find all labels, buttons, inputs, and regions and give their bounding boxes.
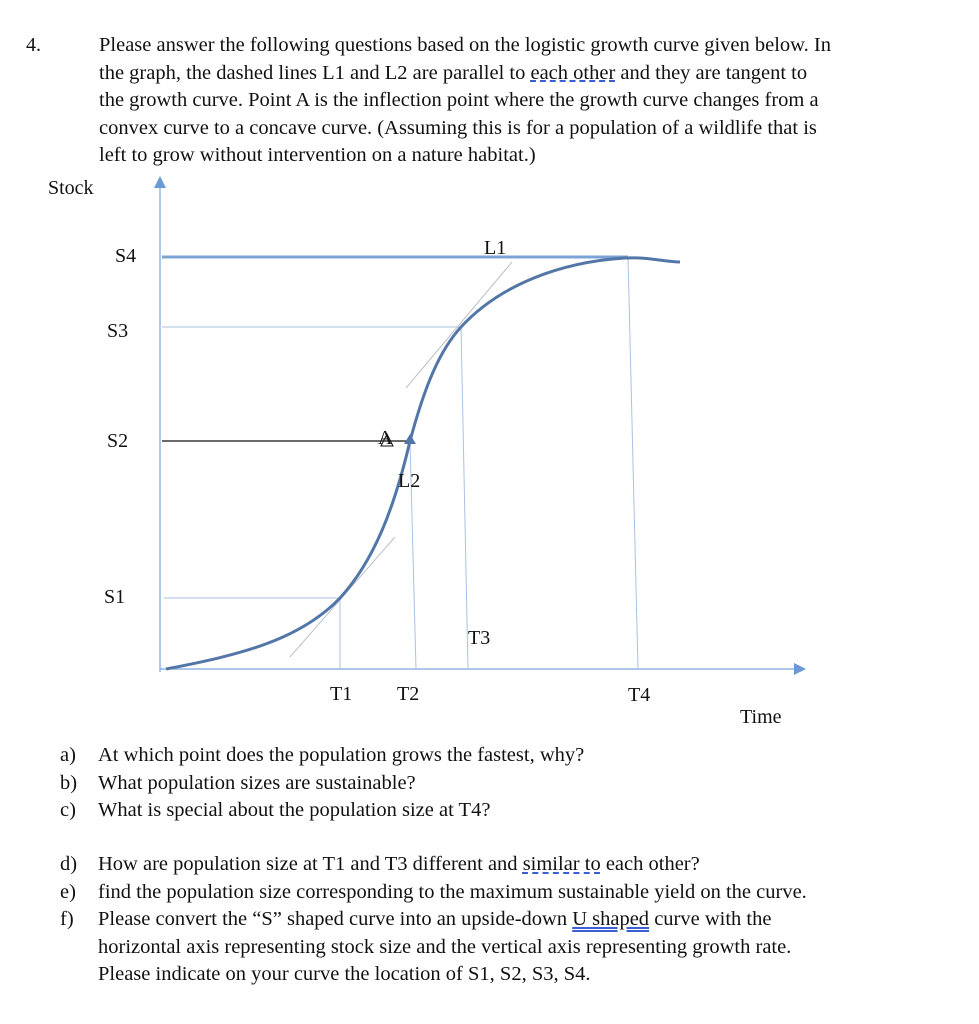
point-a-label: A [378,427,393,449]
y-tick-s2: S2 [107,430,129,452]
question-f-text-3: Please indicate on your curve the location of S1, S2, S3, S4. [98,963,591,985]
tangent-line-l1 [406,262,512,388]
y-tick-s4: S4 [115,245,137,267]
tangent-label-l2: L2 [398,470,421,492]
question-c-letter: c) [60,799,76,821]
x-axis-label: Time [740,706,782,728]
guide-t3 [461,327,468,669]
y-tick-s1: S1 [104,586,126,608]
point-a-marker [404,434,416,444]
logistic-curve [166,258,680,669]
question-e [60,879,960,907]
question-number: 4. [26,34,41,56]
x-tick-t4: T4 [628,684,651,706]
underlined-phrase-each-other: each other [530,61,616,84]
guide-t4 [628,257,638,669]
question-e-letter: e) [60,880,76,903]
question-d [60,851,960,879]
intro-line-4: convex curve to a concave curve. (Assuming this is for a population of a wildlife that is [99,116,817,139]
y-tick-s3: S3 [107,320,129,342]
y-axis-label: Stock [48,177,94,199]
question-f-text-2: horizontal axis representing stock size and the vertical axis representing growth rate. [98,935,792,958]
question-d-text: How are population size at T1 and T3 different and similar to each other? [98,853,700,875]
underlined-phrase-similar-to: similar to [522,853,601,875]
question-d-letter: d) [60,853,78,875]
question-f [60,906,960,989]
y-axis-arrow [154,176,166,188]
question-c-text: What is special about the population size at T4? [98,799,491,821]
questions-block-1 [60,742,960,825]
question-a-letter: a) [60,744,76,766]
x-axis-arrow [794,663,806,675]
question-f-letter: f) [60,908,74,930]
question-f-text-1: Please convert the “S” shaped curve into an upside-down U shaped curve with the [98,908,772,930]
underlined-phrase-u-shaped: U shaped [572,908,650,930]
question-a [60,742,960,770]
tangent-label-l1: L1 [484,237,507,259]
question-b-letter: b) [60,771,78,794]
x-tick-t1: T1 [330,683,353,705]
question-b [60,770,960,798]
intro-line-2: the graph, the dashed lines L1 and L2 are parallel to each other and they are tangent to [99,61,808,84]
question-e-text: find the population size corresponding to the maximum sustainable yield on the curve. [98,880,807,903]
question-c [60,797,960,825]
intro-line-1: Please answer the following questions based on the logistic growth curve given below. In [99,34,831,56]
question-b-text: What population sizes are sustainable? [98,771,416,794]
intro-line-5: left to grow without intervention on a nature habitat.) [99,144,536,166]
intro-line-3: the growth curve. Point A is the inflection point where the growth curve changes from a [99,89,819,111]
question-a-text: At which point does the population grows the fastest, why? [98,744,585,766]
x-tick-t2: T2 [397,683,420,705]
questions-block-2 [60,851,960,989]
x-tick-t3: T3 [468,627,491,649]
